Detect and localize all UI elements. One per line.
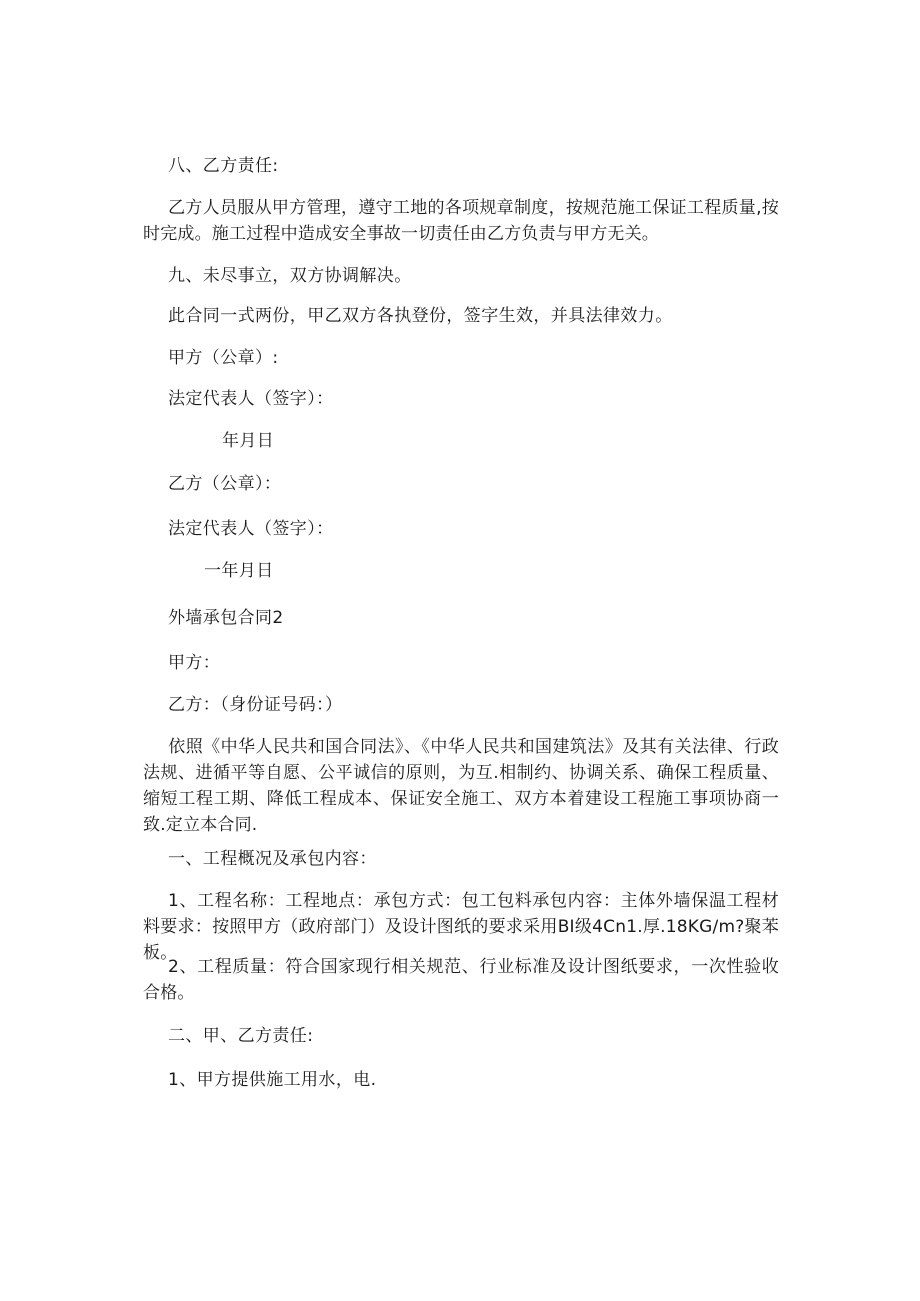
party-a-date-label: 年月日 [222, 431, 275, 451]
contract-2-section-1-item-2-text: 2、工程质量：符合国家现行相关规范、行业标准及设计图纸要求，一次性验收合格。 [143, 957, 779, 1003]
contract-2-preamble-text: 依照《中华人民共和国合同法》、《中华人民共和国建筑法》及其有关法律、行政法规、进循平等自愿、公平诚信的原则，为互.相制约、协调关系、确保工程质量、缩短工程工期、降低工程成本、保证安全施工、双方本着建设工程施工事项协商一致.定立本合同. [143, 737, 779, 835]
party-b-representative-label: 法定代表人（签字）： [168, 519, 334, 539]
contract-2-party-a: 甲方： [168, 653, 221, 673]
contract-2-section-2-heading: 二、甲、乙方责任: [168, 1026, 314, 1046]
section-8-body [143, 195, 779, 247]
contract-2-section-1-item-1-text: 1、工程名称：工程地点：承包方式：包工包料承包内容：主体外墙保温工程材料要求：按照甲方（政府部门）及设计图纸的要求采用BI级4Cn1.厚.18KG∕m?聚苯板。 [143, 891, 779, 963]
contract-2-section-1-item-2 [143, 954, 779, 1006]
contract-2-preamble [143, 734, 779, 838]
party-a-seal-label: 甲方（公章）: [168, 348, 279, 368]
party-b-seal-label: 乙方（公章）： [168, 474, 282, 494]
party-b-date-label: 一年月日 [204, 561, 274, 581]
section-8-body-text: 乙方人员服从甲方管理，遵守工地的各项规章制度，按规范施工保证工程质量,按时完成。施工过程中造成安全事故一切责任由乙方负责与甲方无关。 [143, 198, 779, 244]
contract-2-title: 外墙承包合同2 [168, 608, 284, 628]
contract-2-party-b: 乙方：（身份证号码：） [168, 695, 343, 715]
contract-2-section-2-item-1: 1、甲方提供施工用水，电. [168, 1070, 377, 1090]
copies-clause: 此合同一式两份，甲乙双方各执登份，签字生效，并具法律效力。 [168, 306, 673, 326]
section-9: 九、未尽事立，双方协调解决。 [168, 266, 412, 286]
party-a-representative-label: 法定代表人（签字）： [168, 389, 334, 409]
section-8-heading: 八、乙方责任: [168, 156, 279, 176]
contract-2-section-1-heading: 一、工程概况及承包内容： [168, 849, 377, 869]
